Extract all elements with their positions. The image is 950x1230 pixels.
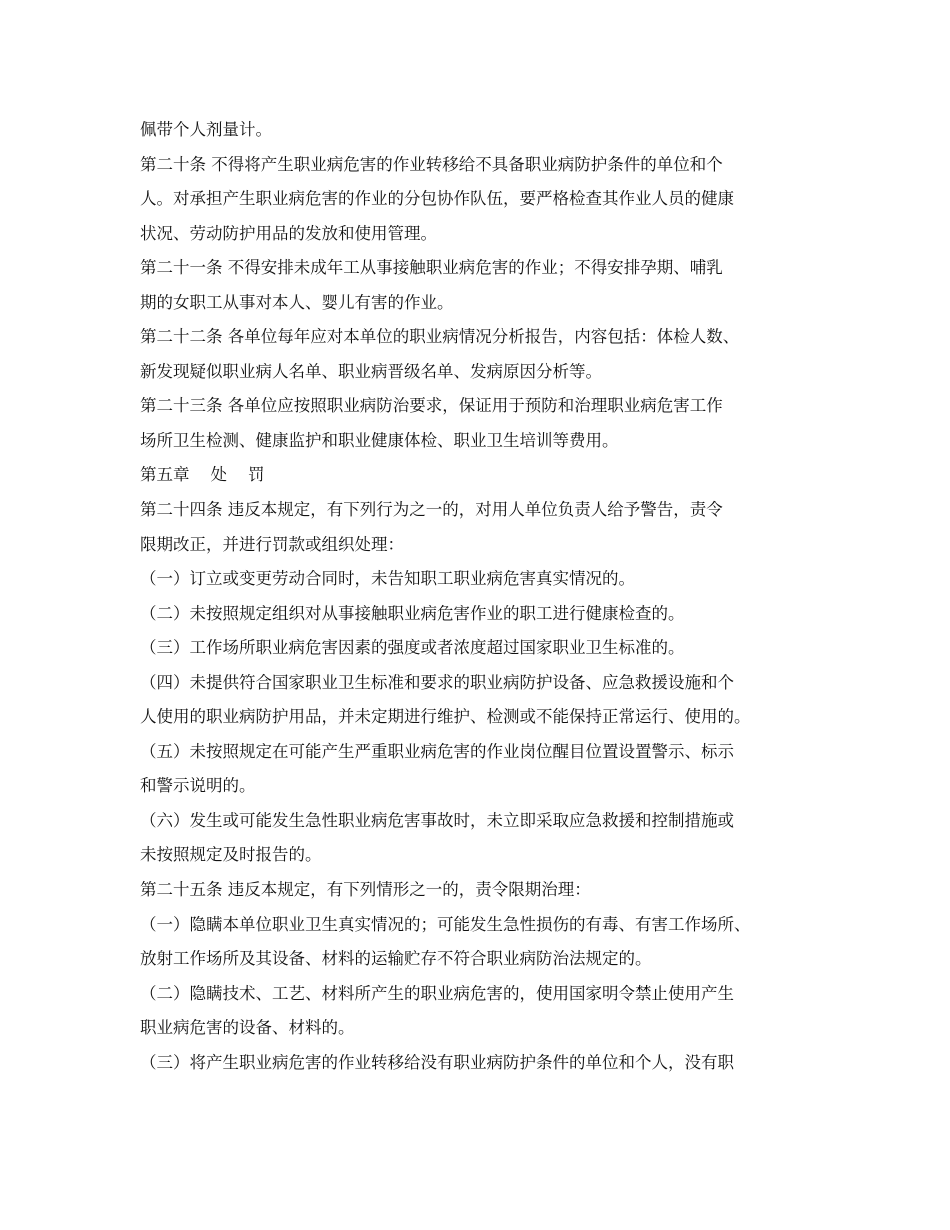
chapter-heading: 第五章 处 罚: [140, 465, 265, 485]
list-item: （一）订立或变更劳动合同时，未告知职工职业病危害真实情况的。: [140, 569, 635, 589]
text-line: 和警示说明的。: [140, 776, 256, 796]
list-item: （六）发生或可能发生急性职业病危害事故时，未立即采取应急救援和控制措施或: [140, 810, 734, 830]
text-line: 场所卫生检测、健康监护和职业健康体检、职业卫生培训等费用。: [140, 430, 619, 450]
text-line: 人。对承担产生职业病危害的作业的分包协作队伍，要严格检查其作业人员的健康: [140, 189, 734, 209]
text-line: 限期改正，并进行罚款或组织处理：: [140, 534, 404, 554]
text-line: 期的女职工从事对本人、婴儿有害的作业。: [140, 292, 454, 312]
article-21-line: 第二十一条 不得安排未成年工从事接触职业病危害的作业；不得安排孕期、哺乳: [140, 258, 723, 278]
text-line: 未按照规定及时报告的。: [140, 845, 322, 865]
document-body: [140, 113, 830, 1080]
text-line: 新发现疑似职业病人名单、职业病晋级名单、发病原因分析等。: [140, 361, 602, 381]
text-line: 状况、劳动防护用品的发放和使用管理。: [140, 223, 437, 243]
list-item: （三）将产生职业病危害的作业转移给没有职业病防护条件的单位和个人，没有职: [140, 1052, 734, 1072]
article-24-line: 第二十四条 违反本规定，有下列行为之一的，对用人单位负责人给予警告，责令: [140, 500, 723, 520]
article-20-line: 第二十条 不得将产生职业病危害的作业转移给不具备职业病防护条件的单位和个: [140, 154, 723, 174]
list-item: （一）隐瞒本单位职业卫生真实情况的；可能发生急性损伤的有毒、有害工作场所、: [140, 914, 751, 934]
text-line: 职业病危害的设备、材料的。: [140, 1018, 355, 1038]
text-line: 佩带个人剂量计。: [140, 120, 272, 139]
article-25-line: 第二十五条 违反本规定，有下列情形之一的，责令限期治理：: [140, 880, 591, 900]
list-item: （四）未提供符合国家职业卫生标准和要求的职业病防护设备、应急救援设施和个: [140, 672, 734, 692]
article-22-line: 第二十二条 各单位每年应对本单位的职业病情况分析报告，内容包括：体检人数、: [140, 327, 740, 347]
list-item: （二）隐瞒技术、工艺、材料所产生的职业病危害的，使用国家明令禁止使用产生: [140, 983, 734, 1003]
list-item: （二）未按照规定组织对从事接触职业病危害作业的职工进行健康检查的。: [140, 603, 685, 623]
list-item: （三）工作场所职业病危害因素的强度或者浓度超过国家职业卫生标准的。: [140, 638, 685, 658]
list-item: （五）未按照规定在可能产生严重职业病危害的作业岗位醒目位置设置警示、标示: [140, 741, 734, 761]
text-line: 人使用的职业病防护用品，并未定期进行维护、检测或不能保持正常运行、使用的。: [140, 707, 751, 727]
text-line: 放射工作场所及其设备、材料的运输贮存不符合职业病防治法规定的。: [140, 949, 652, 969]
article-23-line: 第二十三条 各单位应按照职业病防治要求，保证用于预防和治理职业病危害工作: [140, 396, 723, 416]
